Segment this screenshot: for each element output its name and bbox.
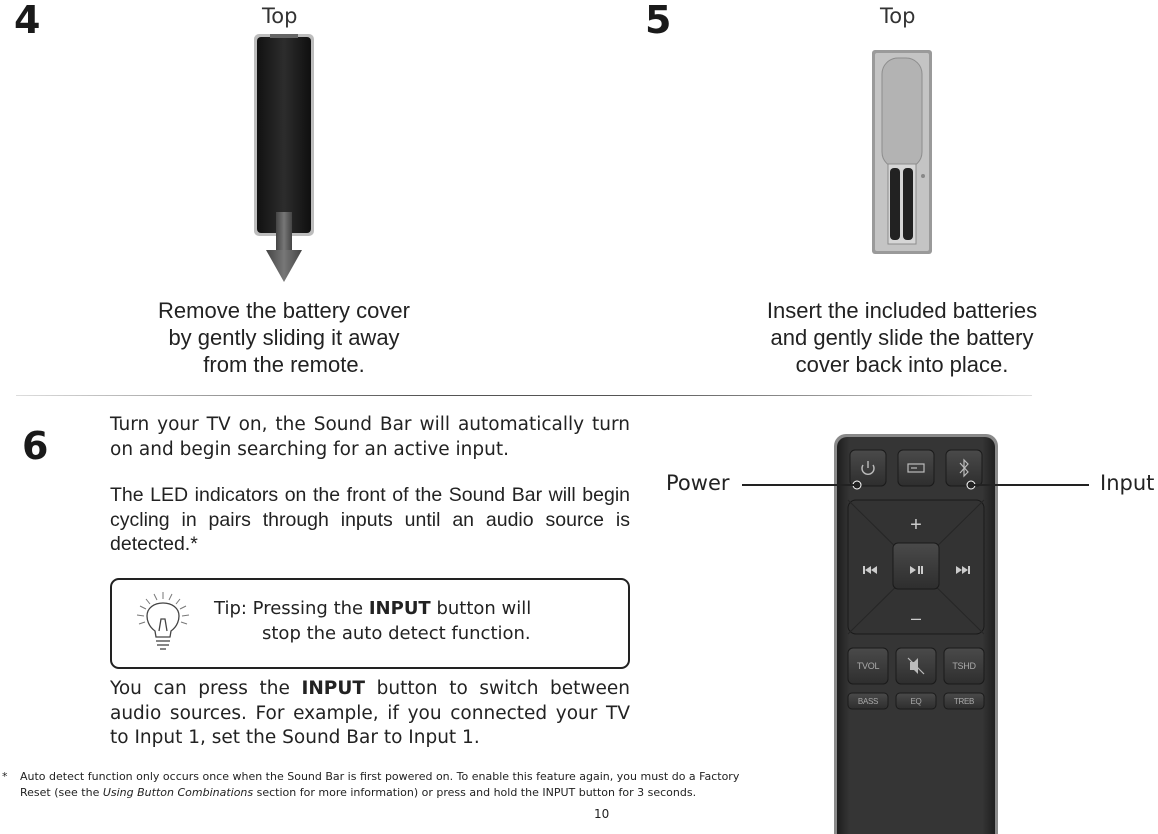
step-4-top-label: Top xyxy=(262,4,298,28)
remote-open-battery-compartment-illustration xyxy=(866,46,938,258)
step-5-caption: Insert the included batteries and gently slide the battery cover back into place. xyxy=(766,298,1038,377)
step-6-paragraph-2: The LED indicators on the front of the Sound Bar will begin cycling in pairs through inputs until an audio source is detected.* xyxy=(110,484,630,555)
footnote-link-text: Using Button Combinations xyxy=(102,786,254,799)
volume-playback-pad[interactable] xyxy=(848,500,984,634)
tvol-button[interactable] xyxy=(848,648,888,684)
page-number: 10 xyxy=(594,807,610,821)
tshd-button[interactable] xyxy=(944,648,984,684)
footnote-line-2-end: section for more information) or press and hold the INPUT button for 3 seconds. xyxy=(253,786,697,799)
power-callout-line xyxy=(742,484,858,486)
tip-line-2: stop the auto detect function. xyxy=(262,623,531,644)
tip-prefix: Tip: Pressing the xyxy=(214,598,369,619)
power-button[interactable] xyxy=(850,450,886,486)
step-6-paragraph-3 xyxy=(110,677,630,751)
footnote-line-2 xyxy=(20,785,810,801)
treb-button[interactable] xyxy=(944,693,984,709)
volume-up-label: + xyxy=(910,514,922,536)
tshd-label: TSHD xyxy=(952,661,976,671)
remote-control-illustration xyxy=(826,430,1006,834)
bass-label: BASS xyxy=(857,697,879,706)
tip-rest: button will xyxy=(430,598,532,619)
para3-before: You can press the xyxy=(110,678,302,699)
section-divider xyxy=(16,395,1032,396)
eq-label: EQ xyxy=(910,697,922,706)
remote-back-cover-illustration xyxy=(240,30,330,286)
input-callout-line xyxy=(971,484,1089,486)
step-5-top-label: Top xyxy=(880,4,916,28)
para3-after: button to switch between audio sources. For example, if you connected your TV to Input 1, set the Sound Bar to Input 1. xyxy=(110,678,631,748)
para3-input-keyword: INPUT xyxy=(301,678,366,699)
bluetooth-button[interactable] xyxy=(946,450,982,486)
bass-button[interactable] xyxy=(848,693,888,709)
lightbulb-icon xyxy=(134,591,192,651)
input-callout-label: Input xyxy=(1100,471,1155,495)
step-6-paragraph-1: Turn your TV on, the Sound Bar will automatically turn on and begin searching for an active input. xyxy=(110,414,630,460)
footnote-line-2-start: Reset (see the xyxy=(20,786,103,799)
step-5-number: 5 xyxy=(645,0,672,42)
footnote-asterisk: * xyxy=(2,770,8,783)
tvol-label: TVOL xyxy=(856,661,880,671)
tip-input-keyword: INPUT xyxy=(368,598,431,619)
treb-label: TREB xyxy=(953,697,975,706)
input-button[interactable] xyxy=(898,450,934,486)
volume-down-label: – xyxy=(910,608,922,628)
footnote xyxy=(20,769,810,801)
step-6-number: 6 xyxy=(22,424,49,468)
tip-text xyxy=(214,596,614,646)
eq-button[interactable] xyxy=(896,693,936,709)
step-4-number: 4 xyxy=(14,0,41,42)
step-4-caption: Remove the battery cover by gently sliding it away from the remote. xyxy=(158,298,410,377)
mute-button[interactable] xyxy=(896,648,936,684)
power-callout-label: Power xyxy=(666,471,730,495)
footnote-line-1: Auto detect function only occurs once when the Sound Bar is first powered on. To enable this feature again, you must do a Factory xyxy=(20,770,740,783)
